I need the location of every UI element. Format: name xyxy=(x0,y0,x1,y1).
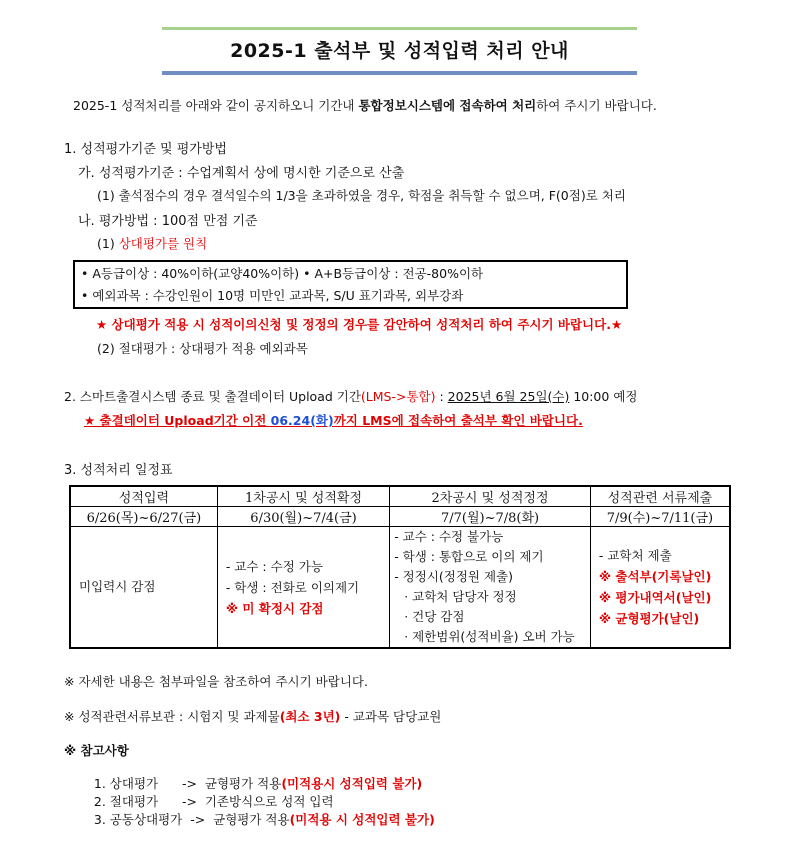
section-2-heading xyxy=(64,387,637,405)
col2-line: - 교수 : 수정 가능 xyxy=(225,558,323,574)
col3-line: · 건당 감점 xyxy=(404,609,465,624)
s2-note-pre: ★ 출결데이터 Upload기간 이전 xyxy=(84,413,271,428)
section-1-na-2: (2) 절대평가 : 상대평가 적용 예외과목 xyxy=(97,341,308,356)
box-line-1: • A등급이상 : 40%이하(교양40%이하) • A+B등급이상 : 전공-80%이하 xyxy=(81,266,484,281)
col4-line-red: ※ 균형평가(날인) xyxy=(598,611,700,626)
col4-cell xyxy=(590,527,730,649)
header-cell: 성적관련 서류제출 xyxy=(590,486,730,507)
date-cell: 6/30(월)~7/4(금) xyxy=(217,507,389,527)
intro-text xyxy=(73,96,657,114)
grade-criteria-box xyxy=(73,260,628,309)
reference-item-label: 2. 절대평가 -> 기존방식으로 성적 입력 xyxy=(93,794,334,809)
date-cell: 6/26(목)~6/27(금) xyxy=(70,507,217,527)
date-cell: 7/9(수)~7/11(금) xyxy=(590,507,730,527)
intro-pre: 2025-1 성적처리를 아래와 같이 공지하오니 기간내 xyxy=(73,98,359,113)
schedule-header-row xyxy=(70,486,730,507)
intro-post: 하여 주시기 바랍니다. xyxy=(536,98,657,113)
col4-line-red: ※ 평가내역서(날인) xyxy=(598,590,712,605)
s2-note-date: 06.24(화) xyxy=(270,413,334,428)
note-storage-post: - 교과목 담당교원 xyxy=(340,709,442,724)
col3-line: - 정정시(정정원 제출) xyxy=(394,569,513,584)
reference-item-label: 1. 상대평가 -> 균형평가 적용 xyxy=(93,776,282,791)
reference-item xyxy=(78,795,435,843)
header-cell: 성적입력 xyxy=(70,486,217,507)
schedule-body-row xyxy=(70,527,730,649)
title-bottom-rule xyxy=(162,71,637,75)
note-storage-red: (최소 3년) xyxy=(279,709,341,724)
col3-cell xyxy=(390,527,591,649)
col4-line-red: ※ 출석부(기록날인) xyxy=(598,569,712,584)
section-1-na-1 xyxy=(97,234,207,252)
reference-heading: ※ 참고사항 xyxy=(64,743,129,758)
col2-line-red: ※ 미 확정시 감점 xyxy=(225,600,324,616)
note-attachment: ※ 자세한 내용은 첨부파일을 참조하여 주시기 바랍니다. xyxy=(64,674,368,689)
col1-cell xyxy=(70,527,217,649)
col3-line: - 교수 : 수정 불가능 xyxy=(394,529,504,544)
star-note: ★ 상대평가 적용 시 성적이의신청 및 정정의 경우를 감안하여 성적처리 하여 주시기 바랍니다.★ xyxy=(96,317,623,332)
header-cell: 2차공시 및 성적정정 xyxy=(390,486,591,507)
s2-heading-date: 2025년 6월 25일(수) xyxy=(447,389,570,404)
page-title: 2025-1 출석부 및 성적입력 처리 안내 xyxy=(230,40,569,62)
note-storage-pre: ※ 성적관련서류보관 : 시험지 및 과제물 xyxy=(64,709,280,724)
col3-line: · 교학처 담당자 정정 xyxy=(404,589,517,604)
s2-heading-post: 10:00 예정 xyxy=(569,389,638,404)
section-3-heading: 3. 성적처리 일정표 xyxy=(64,463,173,478)
date-cell: 7/7(월)~7/8(화) xyxy=(390,507,591,527)
note-storage xyxy=(64,707,441,725)
section-2-note xyxy=(84,411,583,429)
col2-cell xyxy=(217,527,389,649)
na1-number: (1) xyxy=(97,236,119,251)
s2-note-post: 까지 LMS에 접속하여 출석부 확인 바랍니다. xyxy=(333,413,583,428)
s2-heading-pre: 2. 스마트출결시스템 종료 및 출결데이터 Upload 기간 xyxy=(64,389,361,404)
schedule-table xyxy=(69,485,731,649)
na1-red-text: 상대평가를 원칙 xyxy=(118,236,208,251)
reference-item-red: (미적용시 성적입력 불가) xyxy=(281,776,423,791)
box-line-2: • 예외과목 : 수강인원이 10명 미만인 교과목, S/U 표기과목, 외부강좌 xyxy=(81,288,464,303)
title-top-rule xyxy=(162,27,637,30)
section-1-na: 나. 평가방법 : 100점 만점 기준 xyxy=(78,214,258,229)
col2-line: - 학생 : 전화로 이의제기 xyxy=(225,579,360,595)
col1-text: 미입력시 감점 xyxy=(79,579,156,594)
schedule-date-row xyxy=(70,507,730,527)
section-1-ga: 가. 성적평가기준 : 수업계획서 상에 명시한 기준으로 산출 xyxy=(78,166,405,181)
s2-heading-mid: : xyxy=(435,389,448,404)
section-1-ga-1: (1) 출석점수의 경우 결석일수의 1/3을 초과하였을 경우, 학점을 취득할 수 없으며, F(0점)로 처리 xyxy=(97,188,626,203)
col3-line: · 제한범위(성적비율) 오버 가능 xyxy=(404,629,575,644)
col4-line: - 교학처 제출 xyxy=(598,548,672,563)
reference-item-label: 3. 공동상대평가 -> 균형평가 적용 xyxy=(93,812,290,827)
reference-item-red: (미적용 시 성적입력 불가) xyxy=(289,812,435,827)
intro-bold: 통합정보시스템에 접속하여 처리 xyxy=(358,98,537,113)
s2-heading-red: (LMS->통합) xyxy=(360,389,436,404)
col3-line: - 학생 : 통합으로 이의 제기 xyxy=(394,549,544,564)
header-cell: 1차공시 및 성적확정 xyxy=(217,486,389,507)
section-1-heading: 1. 성적평가기준 및 평가방법 xyxy=(64,142,227,157)
